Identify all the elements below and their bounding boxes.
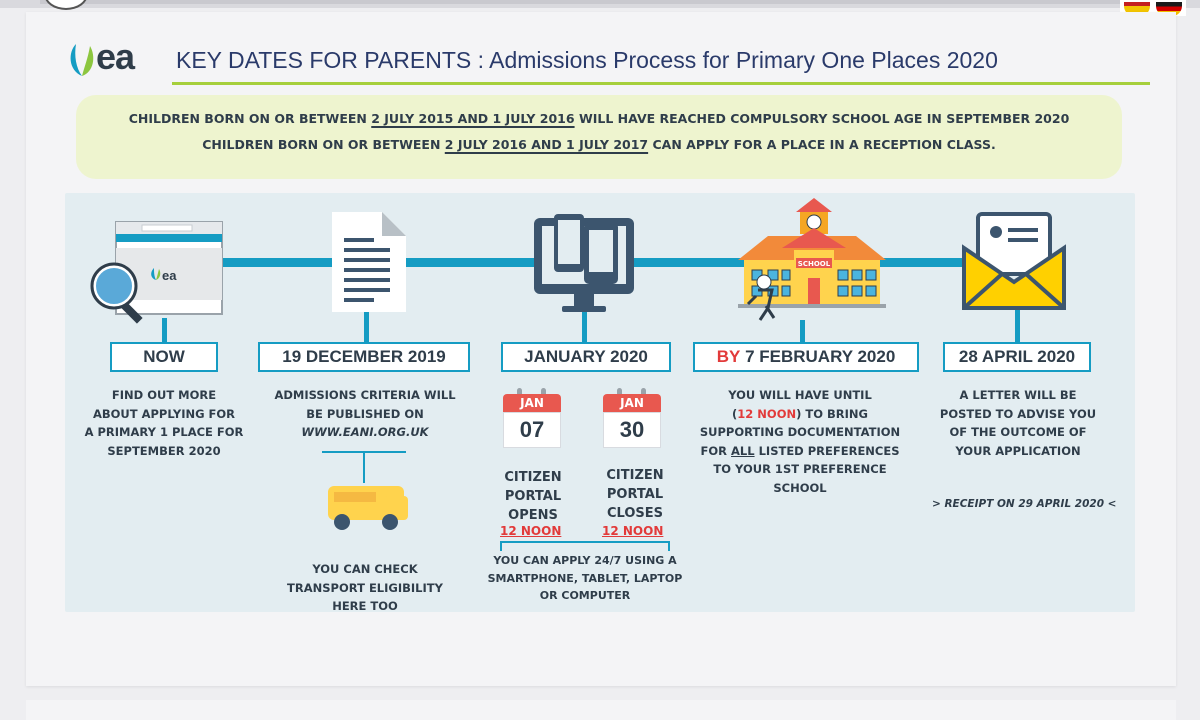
desc-line: PORTAL [504, 489, 562, 504]
calendar-day: 07 [503, 412, 561, 448]
desc-line: SCHOOL [773, 480, 827, 495]
desc-line: OPENS [508, 508, 558, 523]
february-description [682, 386, 918, 497]
desc-line: ADMISSIONS CRITERIA WILL [274, 388, 456, 402]
noon-deadline: 12 NOON [737, 406, 797, 421]
notice-text: WILL HAVE REACHED COMPULSORY SCHOOL AGE IN SEPTEMBER 2020 [578, 111, 1070, 126]
desc-text: FOR [700, 443, 727, 458]
calendar-day: 30 [603, 412, 661, 448]
envelope-letter-icon [962, 212, 1066, 310]
desc-line: FIND OUT MORE [111, 388, 217, 402]
apply-anytime-description [480, 552, 690, 605]
desc-line: PORTAL [606, 487, 664, 502]
calendar-jan-07 [503, 388, 561, 454]
desc-line: YOUR APPLICATION [955, 443, 1081, 458]
calendar-month: JAN [503, 394, 561, 412]
desc-line [682, 405, 918, 424]
desc-line: BE PUBLISHED ON [306, 406, 424, 421]
school-building-icon [738, 198, 886, 322]
desc-line: SEPTEMBER 2020 [107, 443, 221, 458]
now-description [64, 386, 264, 460]
notice-line-1 [76, 111, 1122, 126]
bracket-line [500, 541, 502, 551]
date-now: NOW [110, 342, 218, 372]
desc-line: HERE TOO [332, 599, 398, 613]
paren-open: ( [732, 406, 738, 421]
desc-line: A PRIMARY 1 PLACE FOR [84, 425, 244, 439]
timeline-stem [582, 312, 587, 342]
devices-icon [532, 212, 636, 316]
portal-closes-label [592, 466, 678, 523]
receipt-note: > RECEIPT ON 29 APRIL 2020 < [932, 498, 1117, 510]
school-bus-icon [324, 480, 410, 532]
opens-time: 12 NOON [500, 524, 562, 538]
notice-text: CHILDREN BORN ON OR BETWEEN [202, 137, 441, 152]
desc-line: ABOUT APPLYING FOR [92, 406, 236, 421]
april-description [920, 386, 1116, 460]
calendar-month: JAN [603, 394, 661, 412]
desc-line: YOU WILL HAVE UNTIL [728, 388, 872, 402]
date-december: 19 DECEMBER 2019 [258, 342, 470, 372]
date-february [693, 342, 919, 372]
browser-search-icon [90, 218, 225, 324]
notice-line-2 [76, 137, 1122, 152]
desc-line [682, 442, 918, 461]
closes-time: 12 NOON [602, 524, 664, 538]
desc-line: A LETTER WILL BE [959, 388, 1077, 402]
desc-line: CITIZEN [606, 468, 664, 483]
eligibility-notice [76, 95, 1122, 179]
notice-dates: 2 JULY 2016 AND 1 JULY 2017 [444, 137, 649, 152]
desc-line: POSTED TO ADVISE YOU [939, 406, 1097, 421]
next-card [26, 700, 1176, 720]
desc-line: SMARTPHONE, TABLET, LAPTOP [487, 571, 683, 585]
all-emphasis: ALL [731, 443, 755, 458]
date-april: 28 APRIL 2020 [943, 342, 1091, 372]
timeline-stem [800, 320, 805, 342]
school-sign-text: SCHOOL [797, 260, 831, 268]
desc-line: CITIZEN [504, 470, 562, 485]
bracket-line [668, 541, 670, 551]
paren-close: ) [796, 406, 802, 421]
notice-dates: 2 JULY 2015 AND 1 JULY 2016 [371, 111, 575, 126]
eani-link[interactable]: WWW.EANI.ORG.UK [301, 425, 429, 439]
december-description [260, 386, 470, 442]
desc-line: YOU CAN CHECK [312, 562, 418, 576]
top-circle-icon [44, 0, 88, 10]
timeline-stem [364, 312, 369, 342]
date-february-text: 7 FEBRUARY 2020 [745, 347, 896, 366]
portal-opens-label [490, 468, 576, 525]
timeline-stem [1015, 310, 1020, 342]
top-strip [40, 0, 1120, 4]
connector-line [363, 453, 365, 483]
page-title: KEY DATES FOR PARENTS : Admissions Process for Primary One Places 2020 [176, 47, 998, 73]
desc-line: CLOSES [606, 506, 664, 521]
notice-text: CAN APPLY FOR A PLACE IN A RECEPTION CLASS. [652, 137, 996, 152]
desc-line: TO YOUR 1ST PREFERENCE [713, 462, 887, 476]
calendar-jan-30 [603, 388, 661, 454]
desc-line: OR COMPUTER [539, 589, 631, 602]
desc-text: TO BRING [805, 406, 868, 421]
title-underline [172, 82, 1150, 85]
desc-line: SUPPORTING DOCUMENTATION [699, 425, 901, 439]
date-january: JANUARY 2020 [501, 342, 671, 372]
timeline-stem [162, 318, 167, 342]
document-icon [330, 210, 408, 314]
desc-line: YOU CAN APPLY 24/7 USING A [493, 554, 677, 567]
transport-description [260, 560, 470, 616]
browser-logo-text: ea [162, 268, 177, 283]
date-prefix: BY [716, 347, 741, 366]
notice-text: CHILDREN BORN ON OR BETWEEN [128, 111, 367, 126]
logo-text: ea [96, 36, 135, 77]
desc-text: LISTED PREFERENCES [758, 443, 900, 458]
bracket-line [500, 541, 670, 543]
desc-line: TRANSPORT ELIGIBILITY [287, 580, 443, 595]
desc-line: OF THE OUTCOME OF [949, 425, 1087, 439]
